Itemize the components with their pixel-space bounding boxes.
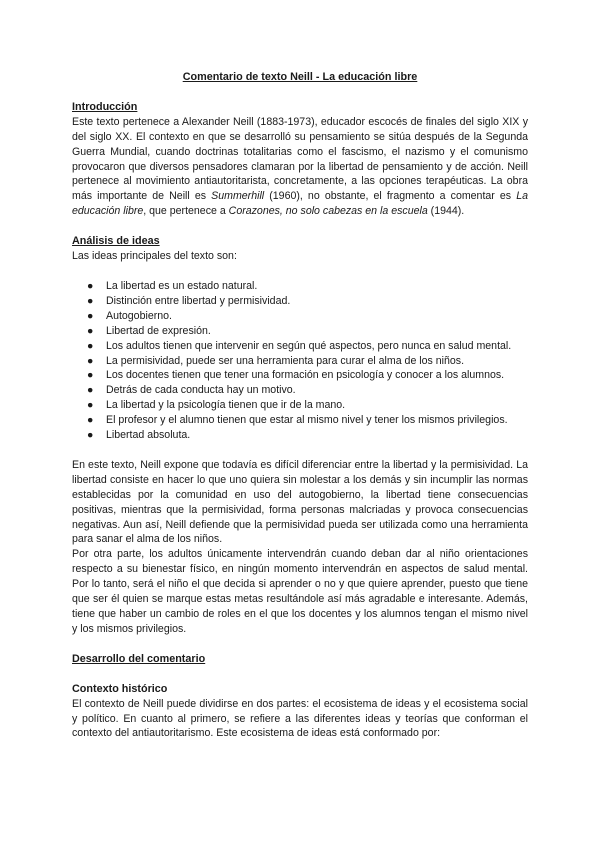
list-item [87, 354, 528, 369]
spacer [72, 219, 528, 234]
bullet-icon: ● [87, 414, 94, 427]
list-item-text: Libertad de expresión. [106, 324, 211, 337]
list-item [87, 383, 528, 398]
bullet-icon: ● [87, 324, 94, 337]
context-heading: Contexto histórico [72, 682, 168, 695]
analysis-paragraph-2: Por otra parte, los adultos únicamente intervendrán cuando deban dar al niño orientaciones respecto a su bienestar físico, en ningún momento intervendrán en aspectos de salud mental. Por lo tanto, será el niño el que decida si aprender o no y que quiere aprender, puesto que tiene que ser él quien se marque estas metas resultándole así más agradable e interesante. Además, tiene que haber un cambio de roles en el que los docentes y los alumnos tengan el mismo nivel y los mismos privilegios. [72, 548, 528, 635]
list-item [87, 428, 528, 443]
list-item-text: Los docentes tienen que tener una formación en psicología y conocer a los alumnos. [106, 369, 505, 382]
intro-work-1: Summerhill [211, 190, 265, 203]
bullet-icon: ● [87, 429, 94, 442]
list-item [87, 413, 528, 428]
list-item-text: Libertad absoluta. [106, 429, 191, 442]
intro-text-3: , que pertenece a [143, 205, 229, 218]
bullet-icon: ● [87, 354, 94, 367]
list-item-text: Distinción entre libertad y permisividad. [106, 294, 291, 307]
bullet-icon: ● [87, 294, 94, 307]
list-item [87, 324, 528, 339]
list-item [87, 368, 528, 383]
intro-text-2: (1960), no obstante, el fragmento a comentar es [264, 190, 517, 203]
context-paragraph: El contexto de Neill puede dividirse en dos partes: el ecosistema de ideas y el ecosistema social y político. En cuanto al primero, se refiere a las diferentes ideas y teorías que conforman el contexto del antiautoritarismo. Este ecosistema de ideas está conformado por: [72, 697, 528, 740]
analysis-paragraph-1: En este texto, Neill expone que todavía es difícil diferenciar entre la libertad y la permisividad. La libertad consiste en hacer lo que uno quiera sin molestar a los demás y sin incumplir las normas establecidas por la comunidad en uso del autogobierno, la libertad tiene consecuencias positivas, mientras que la permisividad, forma personas malcriadas y provoca consecuencias negativas. Aun así, Neill defiende que la permisividad pueda ser utilizada como una herramienta para sanar el alma de los niños. [72, 458, 528, 546]
list-item-text: La libertad y la psicología tienen que ir de la mano. [106, 399, 346, 412]
spacer [72, 443, 528, 458]
list-item-text: Detrás de cada conducta hay un motivo. [106, 384, 296, 397]
ideas-list [72, 279, 528, 443]
list-item [87, 339, 528, 354]
list-item [87, 294, 528, 309]
list-item [87, 398, 528, 413]
bullet-icon: ● [87, 279, 94, 292]
analysis-heading: Análisis de ideas [72, 235, 160, 248]
intro-paragraph [72, 115, 528, 219]
document-title: Comentario de texto Neill - La educación libre [182, 71, 418, 83]
intro-work-2: La educación libre [72, 190, 529, 218]
bullet-icon: ● [87, 339, 94, 352]
analysis-lead: Las ideas principales del texto son: [72, 250, 237, 263]
intro-text-1: Este texto pertenece a Alexander Neill (1883-1973), educador escocés de finales del siglo XIX y del siglo XX. El contexto en que se desarrolló su pensamiento se sitúa después de la Segunda Guerra Mundial, cuando doctrinas totalitarias como el fascismo, el nazismo y el comunismo provocaron que diversos pensadores clamaran por la libertad de pensamiento y de acción. Neill pertenece al movimiento antiautoritarista, concretamente, a las opciones terapéuticas. La obra más importante de Neill es [72, 115, 528, 203]
bullet-icon: ● [87, 309, 94, 322]
intro-heading: Introducción [72, 100, 138, 113]
list-item [87, 309, 528, 324]
bullet-icon: ● [87, 369, 94, 382]
list-item-text: La libertad es un estado natural. [106, 279, 258, 292]
development-heading: Desarrollo del comentario [72, 652, 206, 665]
bullet-icon: ● [87, 399, 94, 412]
list-item-text: Autogobierno. [106, 309, 172, 322]
list-item-text: La permisividad, puede ser una herramienta para curar el alma de los niños. [106, 354, 465, 367]
bullet-icon: ● [87, 384, 94, 397]
spacer [72, 667, 528, 682]
intro-work-3: Corazones, no solo cabezas en la escuela [228, 205, 428, 218]
spacer [72, 637, 528, 652]
list-item-text: Los adultos tienen que intervenir en según qué aspectos, pero nunca en salud mental. [106, 339, 512, 352]
intro-text-4: (1944). [427, 205, 465, 218]
list-item [87, 279, 528, 294]
list-item-text: El profesor y el alumno tienen que estar al mismo nivel y tener los mismos privilegios. [106, 414, 508, 427]
